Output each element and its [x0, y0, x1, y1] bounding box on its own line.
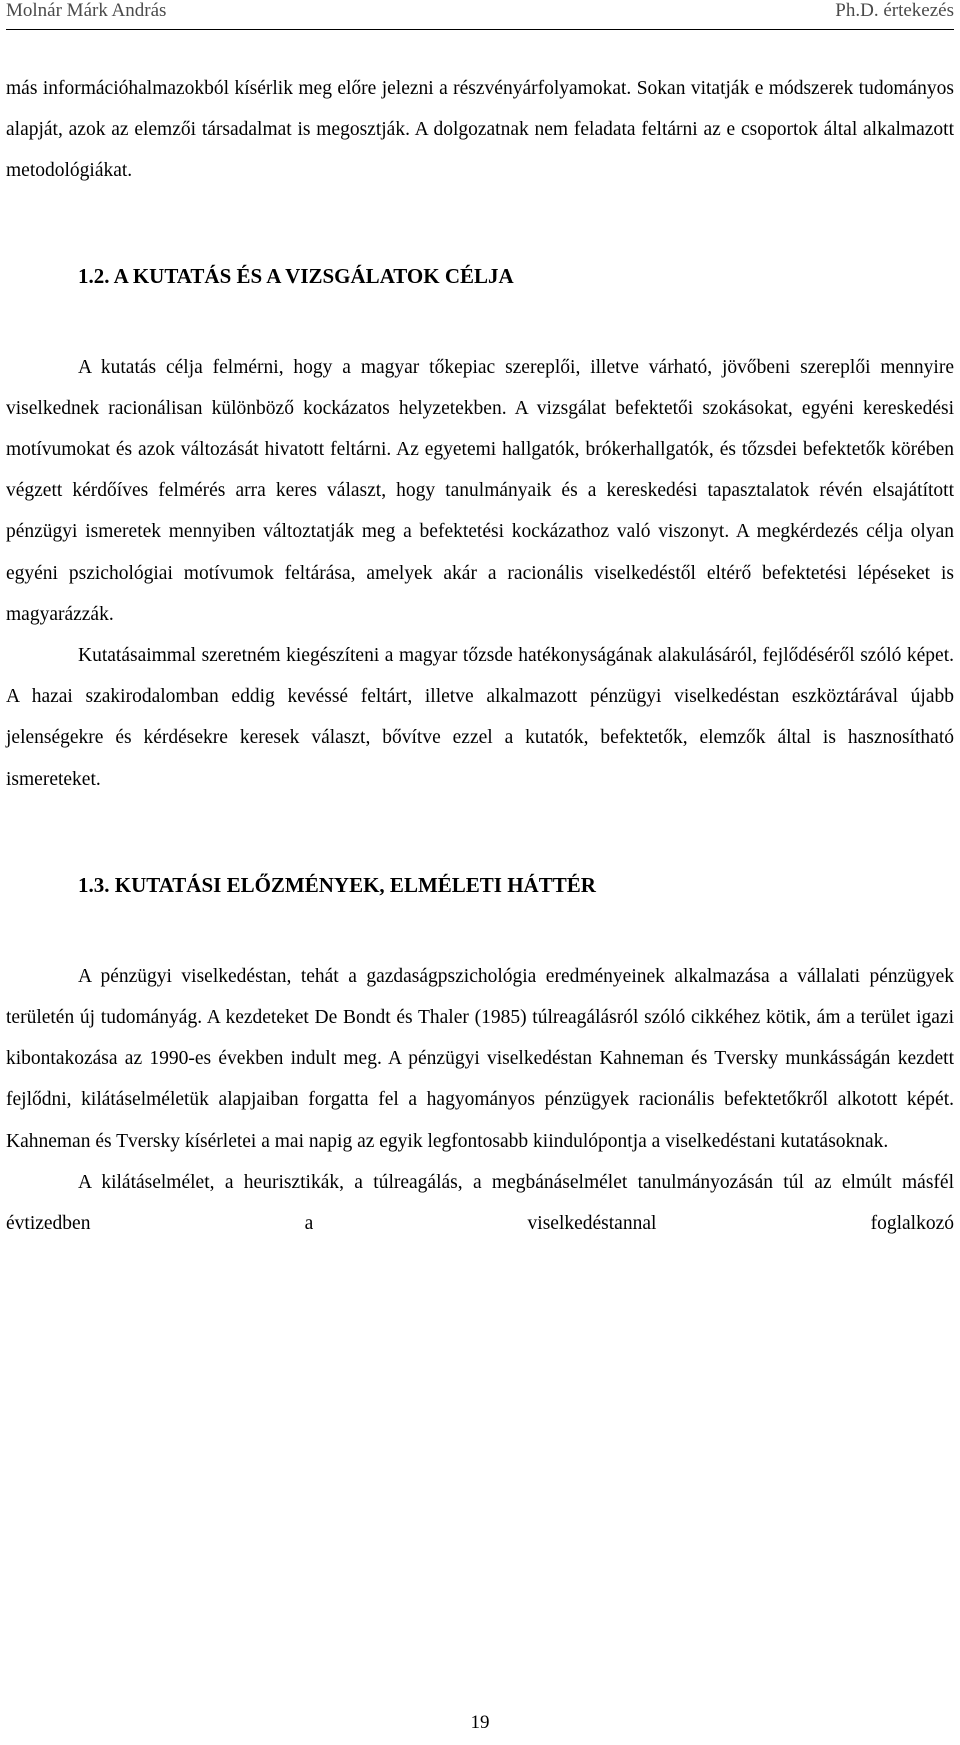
spacer [6, 900, 954, 956]
intro-paragraph: más információhalmazokból kísérlik meg előre jelezni a részvényárfolyamokat. Sokan vitatják e módszerek tudományos alapját, azok az elemzői társadalmat is megosztják. A dolgozatnak nem feladata feltárni az e csoportok által alkalmazott metodológiákat. [6, 78, 954, 182]
header-doc-type: Ph.D. értekezés [835, 0, 954, 21]
section-heading-1-2: 1.2. A KUTATÁS ÉS A VIZSGÁLATOK CÉLJA [78, 263, 514, 288]
page-header [0, 0, 960, 30]
section-1-3-paragraph-2: A kilátáselmélet, a heurisztikák, a túlreagálás, a megbánáselmélet tanulmányozásán túl az elmúlt másfél évtizedben a viselkedéstannal foglalkozó [6, 1171, 954, 1235]
spacer [6, 192, 954, 261]
section-1-3-paragraph-1: A pénzügyi viselkedéstan, tehát a gazdaságpszichológia eredményeinek alkalmazása a vállalati pénzügyek területén új tudományág. A kezdeteket De Bondt és Thaler (1985) túlreagálásról szóló cikkéhez kötik, ám a terület igazi kibontakozása az 1990-es években indult meg. A pénzügyi viselkedéstan Kahneman és Tversky munkásságán kezdett fejlődni, kilátáselméletük alapjaiban forgatta fel a hagyományos pénzügyek racionális befektetőkről alkotott képét. Kahneman és Tversky kísérletei a mai napig az egyik legfontosabb kiindulópontja a viselkedéstani kutatásoknak. [6, 965, 954, 1152]
page-content [6, 68, 954, 1244]
header-author: Molnár Márk András [6, 0, 167, 21]
spacer [6, 800, 954, 870]
section-heading-1-3: 1.3. KUTATÁSI ELŐZMÉNYEK, ELMÉLETI HÁTTÉR [78, 872, 596, 897]
header-divider [6, 29, 954, 30]
page-number: 19 [470, 1712, 490, 1733]
section-1-2-paragraph-1: A kutatás célja felmérni, hogy a magyar tőkepiac szereplői, illetve várható, jövőbeni szereplői mennyire viselkednek racionálisan különböző kockázatos helyzetekben. A vizsgálat befektetői szokásokat, egyéni kereskedési motívumokat és azok változását hivatott feltárni. Az egyetemi hallgatók, brókerhallgatók, és tőzsdei befektetők körében végzett kérdőíves felmérés arra keres választ, hogy tanulmányaik és a kereskedési tapasztalatok révén elsajátított pénzügyi ismeretek mennyiben változtatják meg a befektetési kockázathoz való viszonyt. A megkérdezés célja olyan egyéni pszichológiai motívumok feltárása, amelyek akár a racionális viselkedéstől eltérő befektetési lépéseket is magyarázzák. [6, 356, 954, 625]
spacer [6, 291, 954, 347]
section-1-2-paragraph-2: Kutatásaimmal szeretném kiegészíteni a magyar tőzsde hatékonyságának alakulásáról, fejlődéséről szóló képet. A hazai szakirodalomban eddig kevéssé feltárt, illetve alkalmazott pénzügyi viselkedéstan eszköztárával újabb jelenségekre és kérdésekre keresek választ, bővítve ezzel a kutatók, befektetők, elemzők által is hasznosítható ismereteket. [6, 645, 954, 790]
